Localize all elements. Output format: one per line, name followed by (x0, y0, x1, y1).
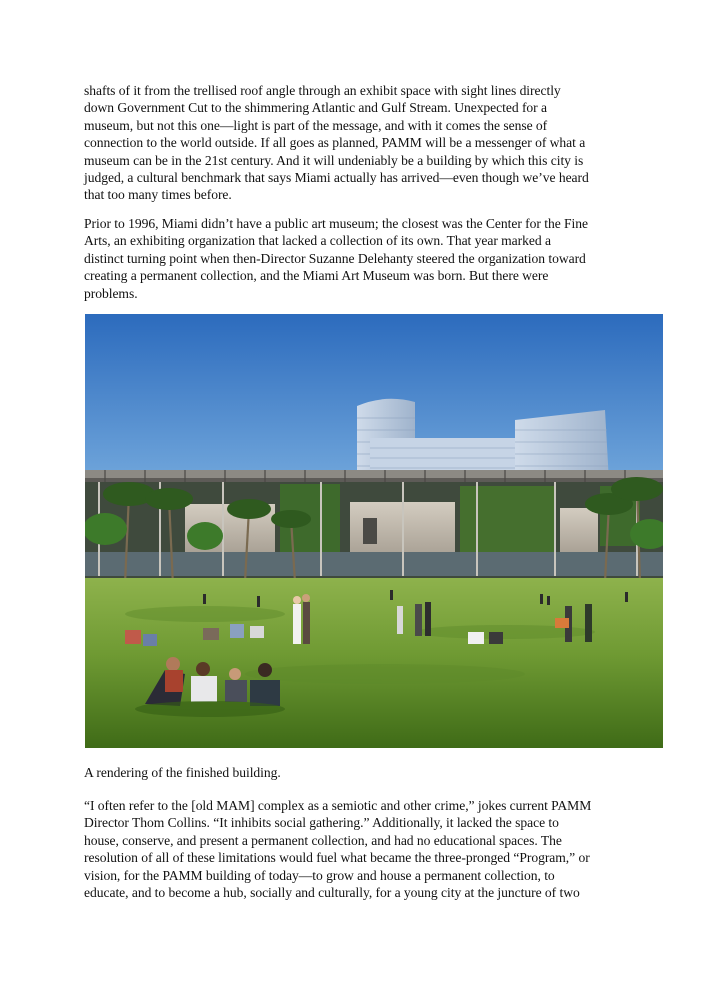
text-line: down Government Cut to the shimmering Atlantic and Gulf Stream. Unexpected for a (84, 100, 547, 116)
figure-caption (84, 764, 664, 781)
text-line: connection to the world outside. If all goes as planned, PAMM will be a messenger of what a (84, 135, 586, 151)
paragraph-3 (84, 797, 664, 901)
paragraph-2 (84, 215, 664, 302)
paragraph-1 (84, 82, 664, 204)
text-line: shafts of it from the trellised roof angle through an exhibit space with sight lines directly (84, 83, 561, 98)
caption-text: A rendering of the finished building. (84, 765, 281, 780)
text-line: that too many times before. (84, 187, 232, 203)
text-line: distinct turning point when then-Director Suzanne Delehanty steered the organization toward (84, 250, 586, 266)
text-line: problems. (84, 285, 138, 301)
text-line: creating a permanent collection, and the Miami Art Museum was born. But there were (84, 268, 549, 284)
text-line: resolution of all of these limitations would fuel what became the three-pronged “Program,” or (84, 850, 590, 866)
text-line: vision, for the PAMM building of today—to grow and house a permanent collection, to (84, 867, 555, 883)
text-line: Prior to 1996, Miami didn’t have a public art museum; the closest was the Center for the Fine (84, 216, 589, 231)
text-line: Arts, an exhibiting organization that lacked a collection of its own. That year marked a (84, 233, 551, 249)
text-line: museum can be in the 21st century. And it will undeniably be a building by which this city is (84, 152, 584, 168)
text-line: “I often refer to the [old MAM] complex as a semiotic and other crime,” jokes current PAMM (84, 798, 592, 813)
text-line: judged, a cultural benchmark that says Miami actually has arrived—even though we’ve heard (84, 170, 589, 186)
trellis-roof (85, 470, 663, 482)
text-line: house, conserve, and present a permanent collection, and had no educational spaces. The (84, 832, 562, 848)
museum-rendering-image (85, 314, 663, 748)
text-line: museum, but not this one—light is part of the message, and with it comes the sense of (84, 117, 548, 133)
rendering-svg (85, 314, 663, 748)
text-line: Director Thom Collins. “It inhibits social gathering.” Additionally, it lacked the space to (84, 815, 559, 831)
text-line: educate, and to become a hub, socially and culturally, for a young city at the juncture of two (84, 885, 580, 901)
